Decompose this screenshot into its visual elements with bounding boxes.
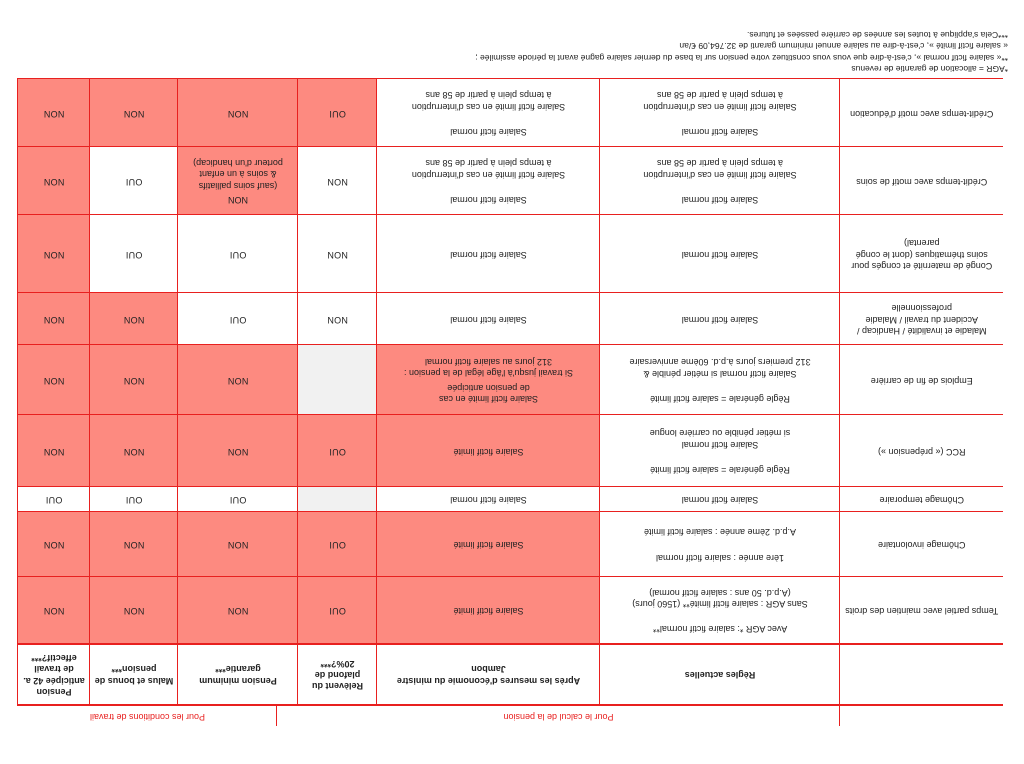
early-pension-cell: NON — [18, 345, 90, 415]
cell-line: Règle générale = salaire fictif limité — [650, 464, 790, 475]
malus-bonus-cell: NON — [90, 577, 178, 644]
cell-line: Salaire fictif limité en cas d'interruption — [643, 101, 797, 112]
current-rule-cell — [600, 345, 840, 415]
cell-line: à temps plein à partir de 58 ans — [656, 90, 784, 101]
after-measures-cell — [377, 345, 600, 415]
cell-line: Salaire fictif normal si métier pénible & — [643, 368, 797, 379]
ceiling-cell: OUI — [298, 577, 377, 644]
table-header-row — [18, 644, 1003, 705]
cell-line: Règle générale = salaire fictif limité — [650, 393, 790, 404]
cell-line: de pension anticipée — [447, 382, 530, 393]
early-pension-cell: NON — [18, 512, 90, 577]
cell-line: (A.p.d. 50 ans : salaire fictif normal) — [649, 587, 791, 598]
cell-line: A.p.d. 2ème année : salaire fictif limité — [643, 527, 797, 538]
ceiling-cell: NON — [298, 215, 377, 293]
cell-line: Salaire fictif normal — [681, 126, 759, 137]
cell-line: Salaire fictif normal — [450, 194, 527, 205]
malus-bonus-cell: NON — [90, 345, 178, 415]
current-rule-cell — [600, 415, 840, 487]
cell-line: Salaire fictif limité en cas d'interruption — [411, 169, 566, 180]
ceiling-cell — [298, 345, 377, 415]
table-row — [18, 293, 1003, 345]
ceiling-cell: OUI — [298, 415, 377, 487]
early-pension-cell: NON — [18, 215, 90, 293]
ceiling-cell: OUI — [298, 512, 377, 577]
current-rule-cell: Salaire fictif normal — [600, 487, 840, 512]
cell-line: Si travail jusqu'à l'âge légal de la pension : — [403, 368, 574, 379]
header-minimum-pension: Pension minimum garantie*** — [178, 644, 298, 705]
current-rule-cell — [600, 147, 840, 215]
malus-bonus-cell: NON — [90, 415, 178, 487]
minimum-pension-cell: NON — [178, 345, 298, 415]
minimum-pension-cell: OUI — [178, 293, 298, 345]
header-malus-bonus: Malus et bonus de pension*** — [90, 644, 178, 705]
row-label: Emplois de fin de carrière — [840, 345, 1003, 415]
minimum-pension-cell: NON — [178, 577, 298, 644]
cell-line: Salaire fictif limité en cas d'interruption — [643, 169, 797, 180]
malus-bonus-cell: OUI — [90, 487, 178, 512]
footnote: *AGR = allocation de garantie de revenus — [851, 64, 1008, 74]
malus-bonus-cell: OUI — [90, 147, 178, 215]
early-pension-cell: NON — [18, 79, 90, 147]
after-measures-cell: Salaire fictif limité — [377, 512, 600, 577]
early-pension-cell: NON — [18, 293, 90, 345]
table-row — [18, 512, 1003, 577]
early-pension-cell: NON — [18, 147, 90, 215]
table-row — [18, 415, 1003, 487]
malus-bonus-cell: OUI — [90, 215, 178, 293]
section-label-work-conditions: Pour les conditions de travail — [89, 712, 206, 722]
malus-bonus-cell: NON — [90, 79, 178, 147]
header-ceiling-20: Relèvent du plafond de 20%?*** — [298, 644, 377, 705]
after-measures-cell: Salaire fictif normal — [377, 293, 600, 345]
cell-line: Avec AGR *: salaire fictif normal** — [652, 624, 788, 635]
minimum-pension-cell — [178, 147, 298, 215]
after-measures-cell: Salaire fictif normal — [377, 487, 600, 512]
current-rule-cell — [600, 577, 840, 644]
cell-line: Salaire fictif normal — [450, 126, 527, 137]
footnote: ***Cela s'applique à toutes les années de carrière passées et futures. — [746, 29, 1008, 40]
cell-line: (sauf soins palliatifs — [198, 180, 278, 191]
header-current-rules: Règles actuelles — [600, 644, 840, 705]
current-rule-cell — [600, 512, 840, 577]
row-label: RCC (« prépension ») — [840, 415, 1003, 487]
cell-line: Salaire fictif limité en cas — [438, 394, 539, 404]
cell-line: Salaire fictif normal — [681, 439, 759, 450]
current-rule-cell: Salaire fictif normal — [600, 215, 840, 293]
row-label: Crédit-temps avec motif de soins — [840, 147, 1003, 215]
cell-line: si métier pénible ou carrière longue — [649, 428, 791, 439]
row-label: Chômage involontaire — [840, 512, 1003, 577]
minimum-pension-cell: NON — [178, 79, 298, 147]
after-measures-cell — [377, 147, 600, 215]
ceiling-cell: NON — [298, 147, 377, 215]
after-measures-cell: Salaire fictif limité — [377, 415, 600, 487]
table-row — [18, 79, 1003, 147]
section-label-pension-calc: Pour le calcul de la pension — [503, 712, 614, 722]
header-blank — [840, 644, 1003, 705]
table-row — [18, 147, 1003, 215]
cell-line: 312 jours au salaire fictif normal — [424, 357, 553, 368]
table-row — [18, 487, 1003, 512]
minimum-pension-cell: NON — [178, 415, 298, 487]
table-row — [18, 345, 1003, 415]
current-rule-cell — [600, 79, 840, 147]
footnotes — [8, 28, 1008, 74]
cell-line: Salaire fictif limité en cas d'interruption — [411, 101, 566, 112]
after-measures-cell: Salaire fictif limité — [377, 577, 600, 644]
after-measures-cell — [377, 79, 600, 147]
row-label: Chômage temporaire — [840, 487, 1003, 512]
after-measures-cell: Salaire fictif normal — [377, 215, 600, 293]
cell-line: Salaire fictif normal — [681, 194, 759, 205]
minimum-pension-cell: NON — [178, 512, 298, 577]
malus-bonus-cell: NON — [90, 512, 178, 577]
minimum-pension-cell: OUI — [178, 215, 298, 293]
footnote: « salaire fictif limité », c'est-à-dire au salaire annuel minimum garanti de 32.764,09 €/an — [679, 41, 1008, 52]
cell-line: 1ère année : salaire fictif normal — [655, 552, 785, 563]
early-pension-cell: NON — [18, 577, 90, 644]
early-pension-cell: NON — [18, 415, 90, 487]
section-header-row — [18, 706, 1003, 722]
cell-line: Sans AGR : salaire fictif limité** (1560 jours) — [632, 598, 808, 609]
cell-line: & soins à un enfant — [199, 169, 277, 180]
minimum-pension-cell: OUI — [178, 487, 298, 512]
cell-line: 312 premiers jours à.p.d. 60ème anniversaire — [629, 357, 811, 368]
cell-line: porteur d'un handicap) — [193, 158, 283, 169]
cell-line: à temps plein à partir de 58 ans — [425, 158, 552, 169]
cell-line: à temps plein à partir de 58 ans — [656, 158, 784, 169]
row-label: Crédit-temps avec motif d'éducation — [840, 79, 1003, 147]
current-rule-cell: Salaire fictif normal — [600, 293, 840, 345]
row-label: Congé de maternité et congés pour soins thématiques (dont le congé parental) — [840, 215, 1003, 293]
ceiling-cell: OUI — [298, 79, 377, 147]
cell-line: NON — [228, 195, 248, 205]
early-pension-cell: OUI — [18, 487, 90, 512]
header-early-pension: Pension anticipée 42 a. de travail effectif?*** — [18, 644, 90, 705]
cell-line: à temps plein à partir de 58 ans — [425, 90, 552, 101]
table-row — [18, 215, 1003, 293]
footnote: **« salaire fictif normal », c'est-à-dire que vous vous constituez votre pension sur la base du dernier salaire gagné avant la période assimilée ; — [475, 52, 1008, 63]
row-label: Temps partiel avec maintien des droits — [840, 577, 1003, 644]
ceiling-cell: NON — [298, 293, 377, 345]
table-row — [18, 577, 1003, 644]
malus-bonus-cell: NON — [90, 293, 178, 345]
row-label: Maladie et invalidité / Handicap / Accident du travail / Maladie professionnelle — [840, 293, 1003, 345]
header-after-measures: Après les mesures d'économie du ministre Jambon — [377, 644, 600, 705]
pension-comparison-table — [18, 79, 1004, 707]
ceiling-cell — [298, 487, 377, 512]
